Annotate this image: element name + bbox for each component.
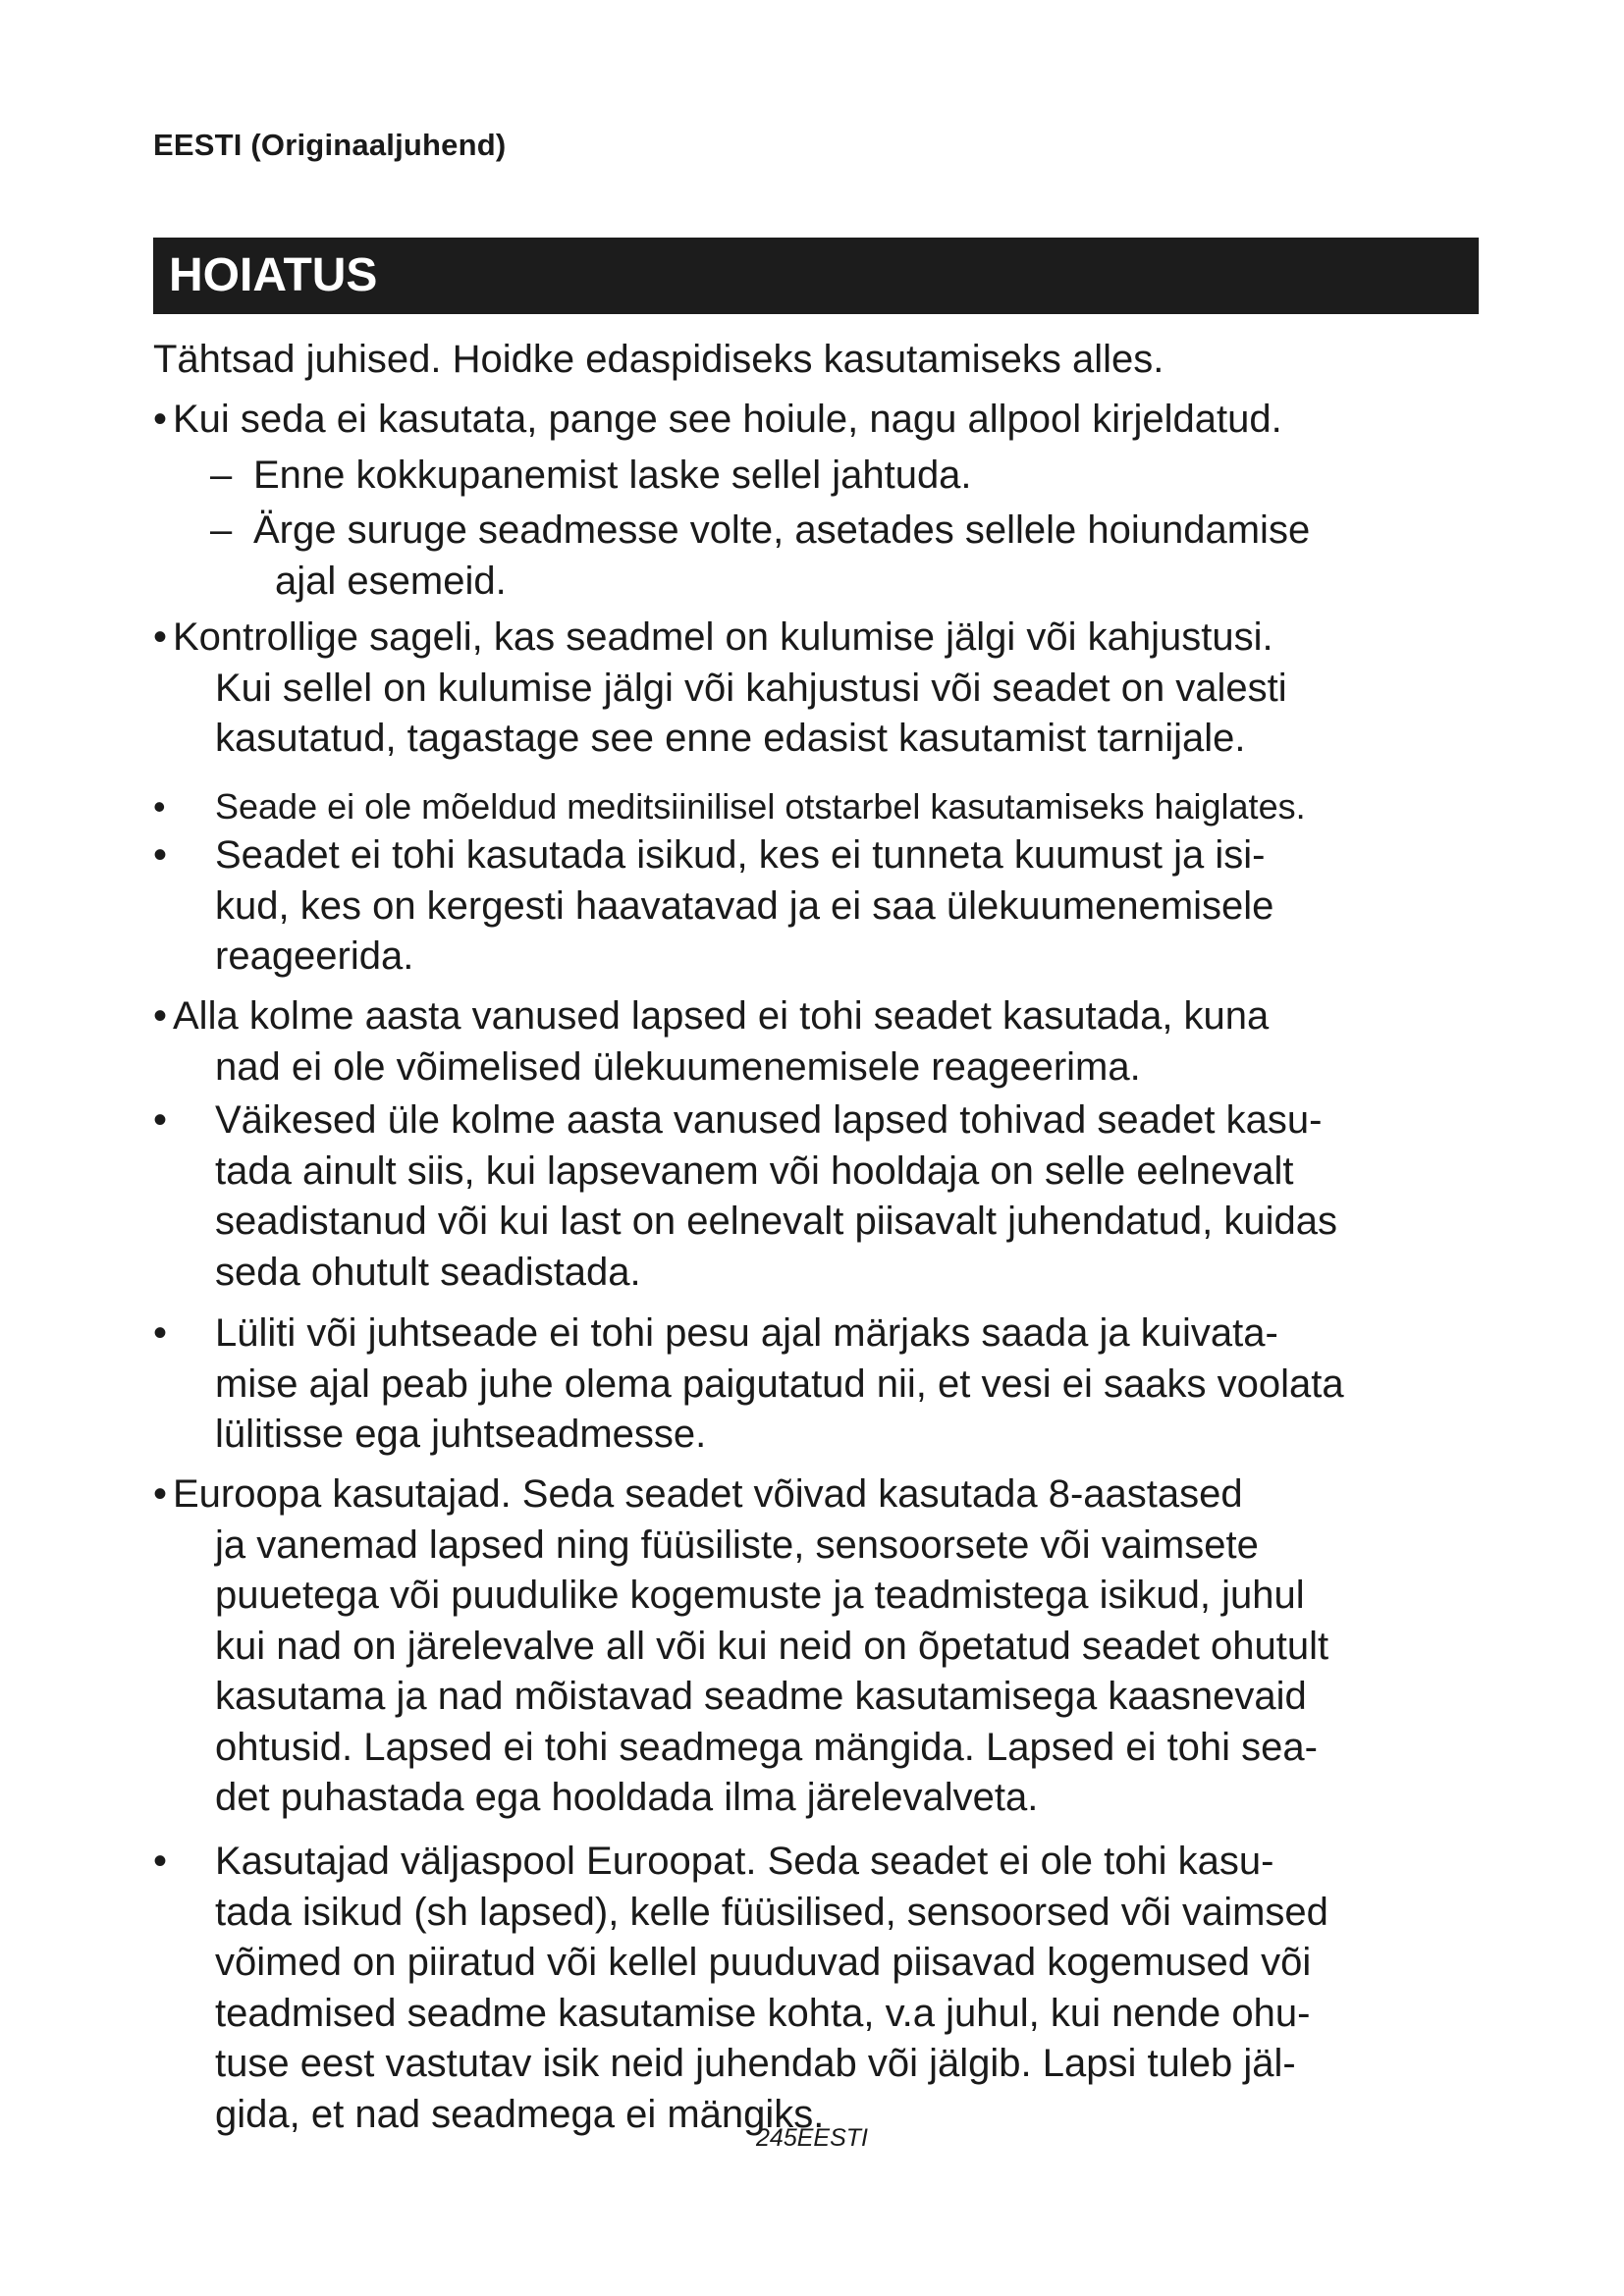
list-item-text: tada ainult siis, kui lapsevanem või hooldaja on selle eelnevalt — [215, 1148, 1294, 1193]
list-item-text: seadistanud või kui last on eelnevalt piisavalt juhendatud, kuidas — [215, 1200, 1337, 1243]
list-item-text: Väikesed üle kolme aasta vanused lapsed tohivad seadet kasu- — [215, 1098, 1323, 1142]
list-item-text: kud, kes on kergesti haavatavad ja ei saa ülekuumenemisele — [215, 883, 1274, 928]
list-item-text: Kasutajad väljaspool Euroopat. Seda seadet ei ole tohi kasu- — [215, 1840, 1274, 1883]
list-item-text: Seadet ei tohi kasutada isikud, kes ei tunneta kuumust ja isi- — [215, 833, 1266, 877]
bullet-icon: • — [153, 1311, 168, 1355]
list-item-text: reageerida. — [215, 934, 414, 978]
intro-text: Tähtsad juhised. Hoidke edaspidiseks kasutamiseks alles. — [153, 338, 1164, 381]
bullet-icon: • — [153, 1472, 168, 1516]
list-item-text: lülitisse ega juhtseadmesse. — [215, 1413, 707, 1456]
sub-list-item — [210, 450, 972, 501]
bullet-icon: • — [153, 1840, 168, 1883]
page-number: 245EESTI — [756, 2124, 868, 2152]
list-item-text: mise ajal peab juhe olema paigutatud nii, et vesi ei saaks voolata — [215, 1362, 1344, 1406]
list-item — [153, 781, 1306, 832]
list-item-text: ohtusid. Lapsed ei tohi seadmega mängida. Lapsed ei tohi sea- — [215, 1725, 1318, 1769]
list-item-text: Seade ei ole mõeldud meditsiinilisel otstarbel kasutamiseks haiglates. — [215, 786, 1306, 827]
bullet-icon: • — [153, 398, 168, 441]
warning-title: HOIATUS — [169, 249, 378, 301]
list-item — [153, 830, 1273, 983]
document-header: EESTI (Originaaljuhend) — [153, 128, 507, 162]
bullet-icon: • — [153, 786, 166, 827]
list-item-text: Kui seda ei kasutata, pange see hoiule, nagu allpool kirjeldatud. — [173, 398, 1282, 441]
list-item — [153, 613, 1287, 765]
list-item-text: kasutama ja nad mõistavad seadme kasutamisega kaasnevaid — [215, 1675, 1307, 1718]
bullet-icon: • — [153, 833, 168, 877]
list-item-text: tada isikud (sh lapsed), kelle füüsilised, sensoorsed või vaimsed — [215, 1890, 1328, 1934]
dash-icon: – — [210, 508, 233, 552]
list-item-text: kui nad on järelevalve all või kui neid on õpetatud seadet ohutult — [215, 1624, 1329, 1668]
list-item — [153, 1469, 1328, 1824]
list-item — [153, 1308, 1344, 1461]
list-item-text: Ärge suruge seadmesse volte, asetades sellele hoiundamise — [253, 508, 1311, 552]
list-item-text: Lüliti või juhtseade ei tohi pesu ajal märjaks saada ja kuivata- — [215, 1311, 1278, 1355]
sub-list-item — [210, 505, 1310, 607]
list-item-text: ja vanemad lapsed ning füüsiliste, sensoorsete või vaimsete — [215, 1522, 1259, 1567]
list-item-text: Euroopa kasutajad. Seda seadet võivad kasutada 8-aastased — [173, 1472, 1243, 1516]
list-item-text: Alla kolme aasta vanused lapsed ei tohi seadet kasutada, kuna — [173, 994, 1270, 1038]
list-item-text: võimed on piiratud või kellel puuduvad piisavad kogemused või — [215, 1941, 1312, 1984]
list-item-text: Kontrollige sageli, kas seadmel on kulumise jälgi või kahjustusi. — [173, 615, 1273, 659]
list-item-text: seda ohutult seadistada. — [215, 1250, 641, 1294]
list-item-text: Kui sellel on kulumise jälgi või kahjustusi või seadet on valesti — [215, 666, 1287, 710]
list-item-text: det puhastada ega hooldada ilma järelevalveta. — [215, 1776, 1039, 1819]
dash-icon: – — [210, 454, 233, 497]
list-item-text: ajal esemeid. — [275, 560, 507, 603]
list-item — [153, 1837, 1328, 2140]
bullet-icon: • — [153, 615, 168, 659]
warning-banner — [153, 238, 1479, 314]
list-item-text: Enne kokkupanemist laske sellel jahtuda. — [253, 454, 972, 497]
list-item-text: puuetega või puudulike kogemuste ja teadmistega isikud, juhul — [215, 1574, 1305, 1617]
bullet-icon: • — [153, 994, 168, 1038]
list-item — [153, 991, 1269, 1093]
list-item-text: nad ei ole võimelised ülekuumenemisele reageerima. — [215, 1044, 1141, 1089]
list-item-text: kasutatud, tagastage see enne edasist kasutamist tarnijale. — [215, 717, 1246, 760]
bullet-icon: • — [153, 1098, 168, 1142]
list-item-text: teadmised seadme kasutamise kohta, v.a juhul, kui nende ohu- — [215, 1991, 1311, 2035]
list-item-text: tuse eest vastutav isik neid juhendab või jälgib. Lapsi tuleb jäl- — [215, 2042, 1296, 2085]
list-item-text: gida, et nad seadmega ei mängiks. — [215, 2092, 825, 2136]
list-item — [153, 1095, 1337, 1298]
list-item — [153, 395, 1282, 446]
